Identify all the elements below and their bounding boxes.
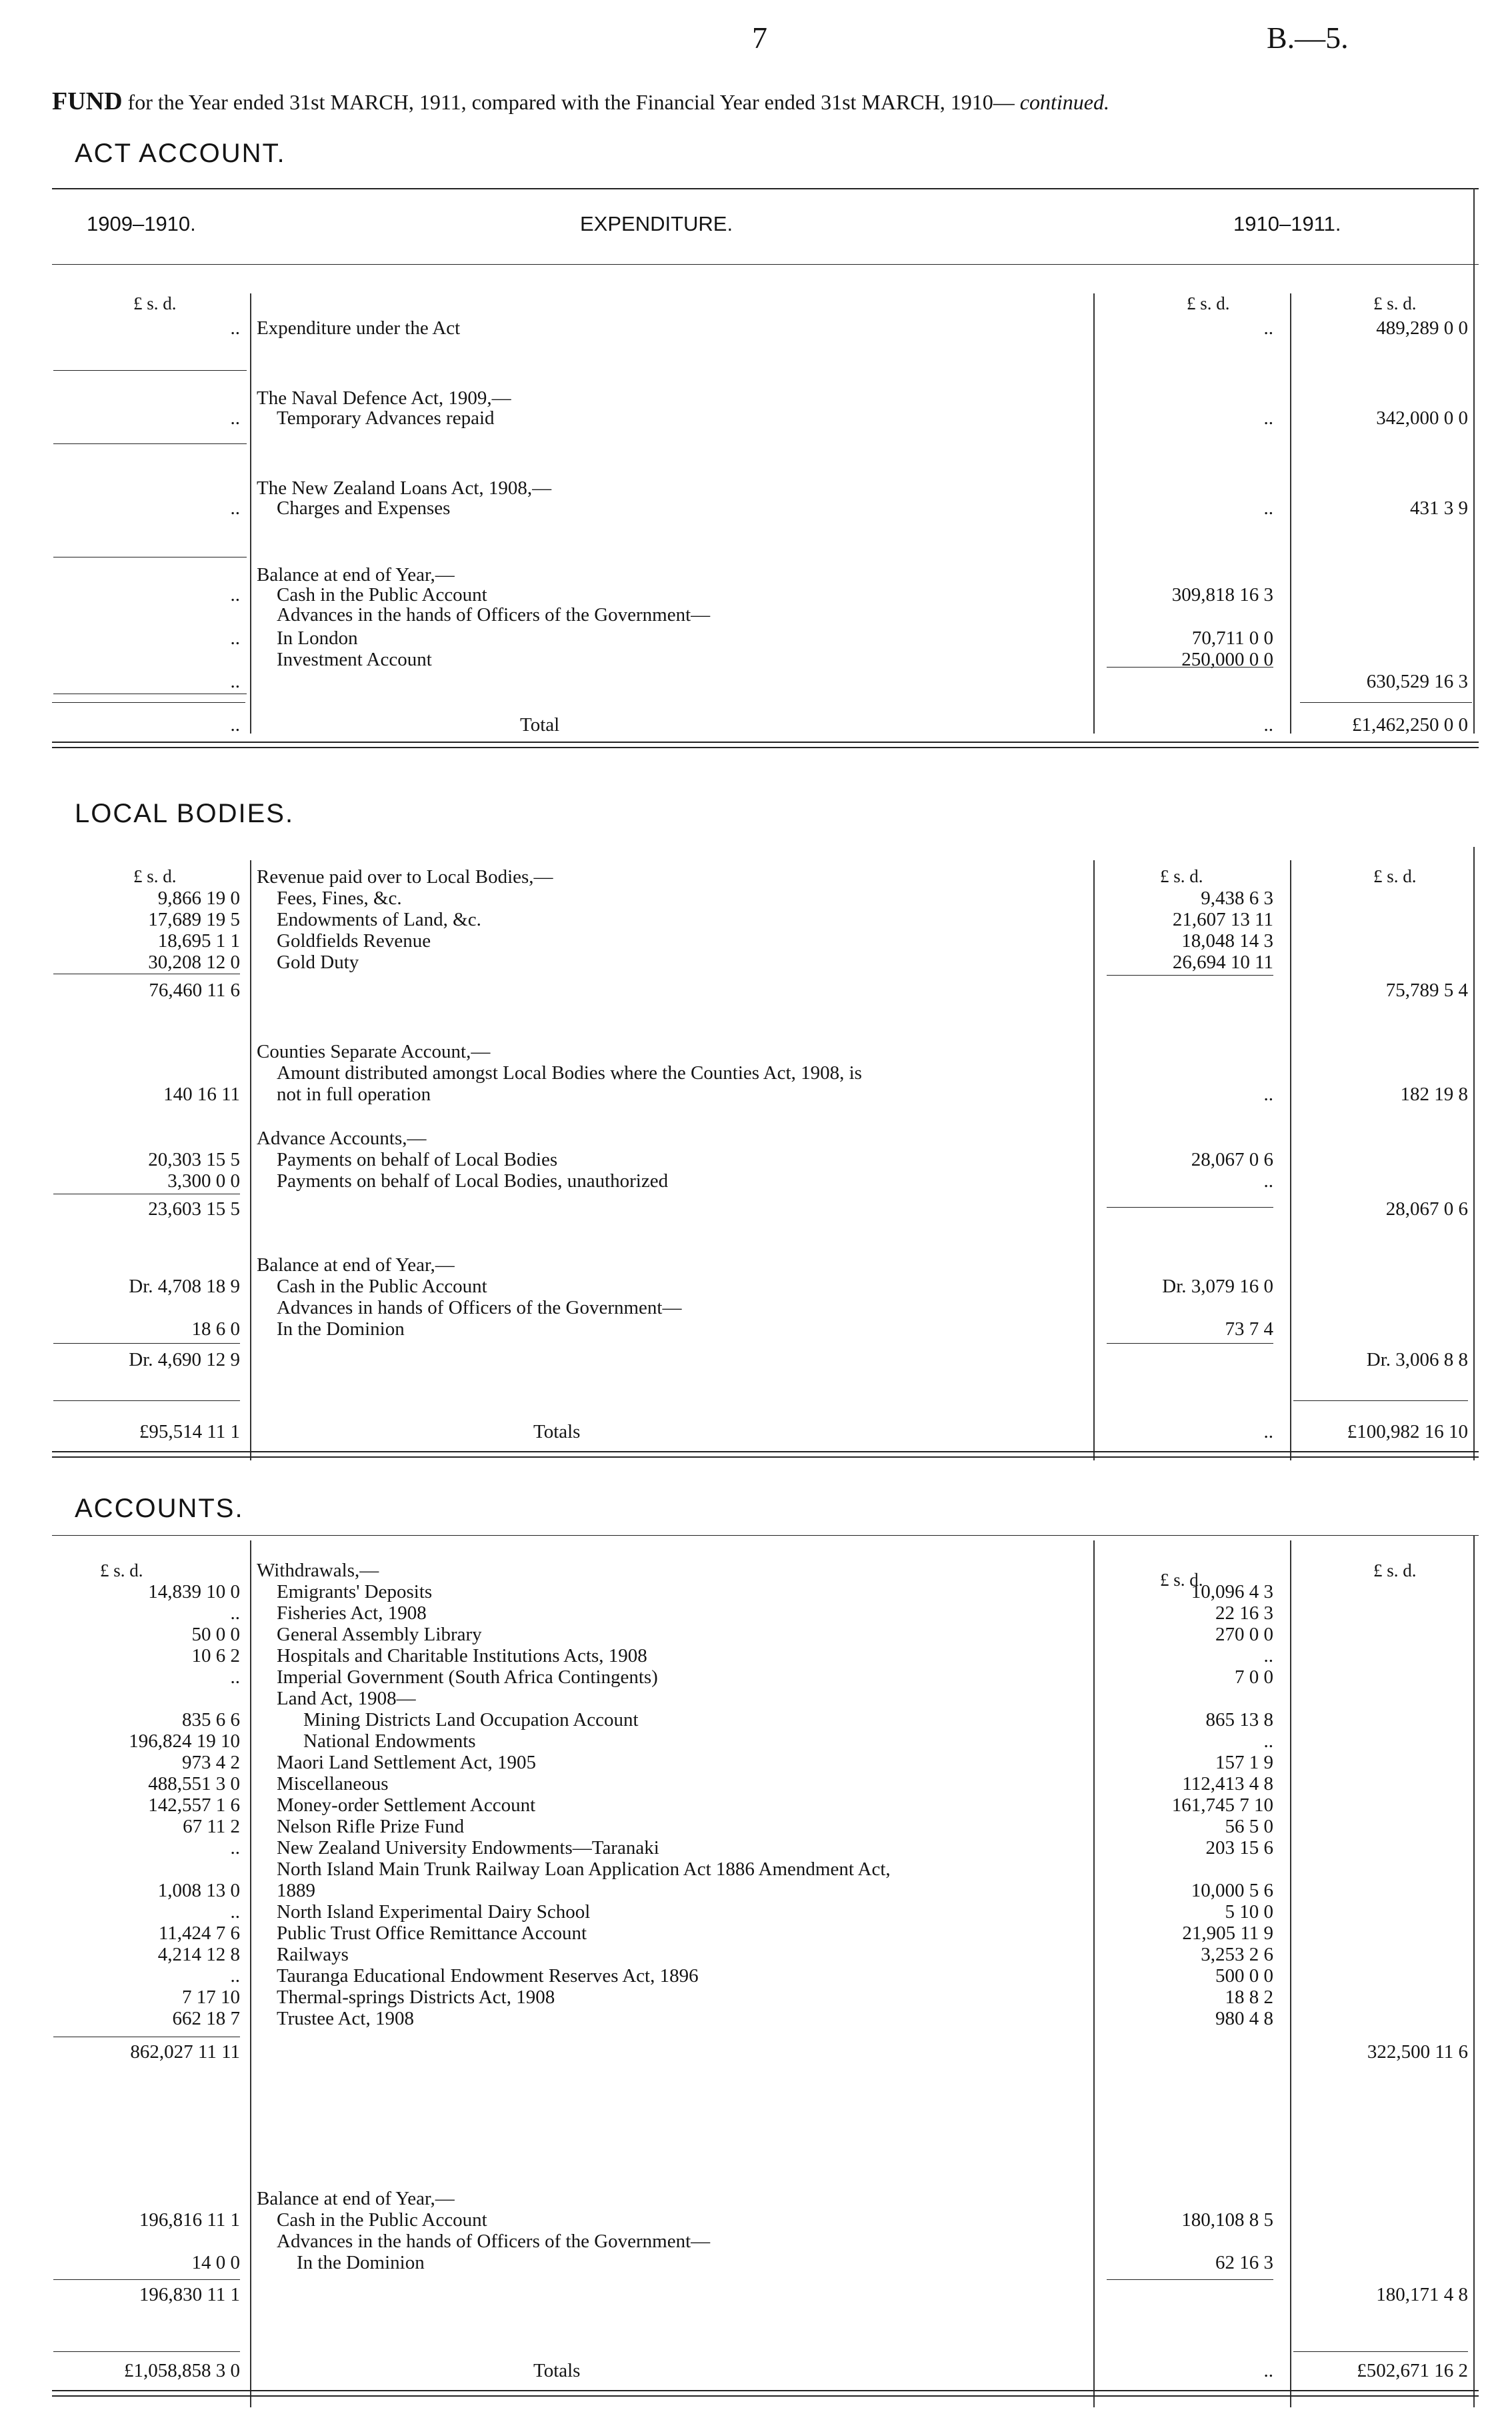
local-lsd-total: £ s. d. bbox=[1373, 866, 1417, 886]
local-row-label: Payments on behalf of Local Bodies, unauthorized bbox=[277, 1170, 669, 1192]
accounts-row-prev-amount: 142,557 1 6 bbox=[148, 1794, 240, 1816]
local-row-label: Advances in hands of Officers of the Government— bbox=[277, 1297, 682, 1318]
act-total-prev: .. bbox=[230, 714, 240, 736]
act-row-label: Balance at end of Year,— bbox=[257, 564, 455, 585]
local-row-sub-amount: 73 7 4 bbox=[1225, 1318, 1273, 1340]
local-row-total-amount: 28,067 0 6 bbox=[1385, 1198, 1468, 1220]
act-total-sub: .. bbox=[1263, 714, 1273, 736]
act-row-label: Charges and Expenses bbox=[277, 497, 451, 519]
page-number: 7 bbox=[752, 21, 767, 55]
accounts-row-prev-amount: 835 6 6 bbox=[182, 1709, 240, 1730]
local-row-label: Endowments of Land, &c. bbox=[277, 909, 481, 930]
accounts-row-prev-amount: 14 0 0 bbox=[191, 2252, 240, 2273]
accounts-row-sub-amount: 62 16 3 bbox=[1215, 2252, 1273, 2273]
act-account-heading: ACT ACCOUNT. bbox=[75, 139, 286, 168]
accounts-row-sub-amount: 980 4 8 bbox=[1215, 2008, 1273, 2029]
accounts-row-prev-amount: 67 11 2 bbox=[183, 1816, 240, 1837]
accounts-heading: ACCOUNTS. bbox=[75, 1494, 244, 1523]
accounts-row-prev-amount: 196,816 11 1 bbox=[139, 2209, 240, 2231]
accounts-row-prev-amount: 973 4 2 bbox=[182, 1752, 240, 1773]
local-row-label: Revenue paid over to Local Bodies,— bbox=[257, 866, 553, 888]
local-row-prev-amount: 17,689 19 5 bbox=[148, 909, 240, 930]
local-row-label: In the Dominion bbox=[277, 1318, 405, 1340]
page-reference: B.—5. bbox=[1267, 21, 1349, 55]
accounts-row-prev-amount: 662 18 7 bbox=[172, 2008, 240, 2029]
accounts-row-sub-amount: 500 0 0 bbox=[1215, 1965, 1273, 1987]
local-row-sub-amount: .. bbox=[1263, 1084, 1273, 1105]
rule-line bbox=[53, 443, 247, 444]
local-row-label: Counties Separate Account,— bbox=[257, 1041, 491, 1062]
local-row-total-amount: 75,789 5 4 bbox=[1385, 980, 1468, 1001]
accounts-row-label: Mining Districts Land Occupation Account bbox=[303, 1709, 639, 1730]
local-row-label: Gold Duty bbox=[277, 952, 359, 973]
local-row-sub-amount: .. bbox=[1263, 1170, 1273, 1192]
accounts-row-prev-amount: 4,214 12 8 bbox=[157, 1944, 240, 1965]
local-row-prev-amount: 18,695 1 1 bbox=[157, 930, 240, 952]
act-row-sub-amount: 70,711 0 0 bbox=[1191, 628, 1273, 649]
rule-line bbox=[53, 2351, 240, 2352]
accounts-row-prev-amount: .. bbox=[230, 1837, 240, 1859]
accounts-row-sub-amount: .. bbox=[1263, 1645, 1273, 1666]
local-row-prev-amount: 140 16 11 bbox=[163, 1084, 240, 1105]
act-row-sub-amount: .. bbox=[1263, 407, 1273, 429]
rule-line bbox=[53, 1400, 240, 1401]
local-row-sub-amount: 28,067 0 6 bbox=[1191, 1149, 1273, 1170]
act-row-sub-amount: 309,818 16 3 bbox=[1171, 584, 1273, 605]
local-row-sub-amount: 26,694 10 11 bbox=[1172, 952, 1273, 973]
accounts-row-label: Balance at end of Year,— bbox=[257, 2188, 455, 2209]
accounts-row-prev-amount: 196,824 19 10 bbox=[129, 1730, 240, 1752]
accounts-row-label: Maori Land Settlement Act, 1905 bbox=[277, 1752, 537, 1773]
accounts-lsd-prev: £ s. d. bbox=[100, 1560, 143, 1580]
local-row-label: Fees, Fines, &c. bbox=[277, 888, 402, 909]
act-row-label: The New Zealand Loans Act, 1908,— bbox=[257, 477, 552, 499]
accounts-row-label: Trustee Act, 1908 bbox=[277, 2008, 414, 2029]
accounts-row-prev-amount: 10 6 2 bbox=[191, 1645, 240, 1666]
act-row-total-amount: 630,529 16 3 bbox=[1366, 671, 1468, 692]
local-total-sub: .. bbox=[1263, 1421, 1273, 1442]
act-row-sub-amount: .. bbox=[1263, 497, 1273, 519]
accounts-row-label: North Island Experimental Dairy School bbox=[277, 1901, 591, 1923]
local-bodies-heading: LOCAL BODIES. bbox=[75, 799, 295, 828]
local-total-label: Totals bbox=[533, 1421, 581, 1442]
accounts-row-sub-amount: 18 8 2 bbox=[1225, 1987, 1273, 2008]
accounts-row-sub-amount: 5 10 0 bbox=[1225, 1901, 1273, 1923]
local-row-prev-amount: 20,303 15 5 bbox=[148, 1149, 240, 1170]
local-row-prev-amount: 76,460 11 6 bbox=[149, 980, 240, 1001]
act-row-prev-amount: .. bbox=[230, 407, 240, 429]
accounts-row-label: Cash in the Public Account bbox=[277, 2209, 487, 2231]
local-row-prev-amount: Dr. 4,708 18 9 bbox=[129, 1276, 240, 1297]
rule-line bbox=[53, 1343, 240, 1344]
rule-line bbox=[1107, 1343, 1273, 1344]
act-row-total-amount: 431 3 9 bbox=[1410, 497, 1468, 519]
accounts-total-label: Totals bbox=[533, 2360, 581, 2381]
local-lsd-prev: £ s. d. bbox=[133, 866, 177, 886]
local-row-label: Amount distributed amongst Local Bodies where the Counties Act, 1908, is bbox=[277, 1062, 862, 1084]
accounts-row-sub-amount: 7 0 0 bbox=[1235, 1666, 1273, 1688]
accounts-row-sub-amount: 270 0 0 bbox=[1215, 1624, 1273, 1645]
act-row-label: Temporary Advances repaid bbox=[277, 407, 495, 429]
accounts-row-label: Imperial Government (South Africa Contingents) bbox=[277, 1666, 658, 1688]
accounts-row-sub-amount: 161,745 7 10 bbox=[1171, 1794, 1273, 1816]
lsd-header-total: £ s. d. bbox=[1373, 293, 1417, 313]
local-row-label: Cash in the Public Account bbox=[277, 1276, 487, 1297]
local-row-prev-amount: 23,603 15 5 bbox=[148, 1198, 240, 1220]
act-row-prev-amount: .. bbox=[230, 584, 240, 605]
local-row-prev-amount: Dr. 4,690 12 9 bbox=[129, 1349, 240, 1370]
title-fund: FUND bbox=[52, 87, 123, 115]
act-row-prev-amount: .. bbox=[230, 317, 240, 339]
accounts-row-prev-amount: .. bbox=[230, 1965, 240, 1987]
accounts-row-label: Emigrants' Deposits bbox=[277, 1581, 433, 1602]
accounts-row-sub-amount: 203 15 6 bbox=[1205, 1837, 1273, 1859]
accounts-row-prev-amount: 14,839 10 0 bbox=[148, 1581, 240, 1602]
accounts-row-sub-amount: .. bbox=[1263, 1730, 1273, 1752]
accounts-row-label: New Zealand University Endowments—Taranaki bbox=[277, 1837, 659, 1859]
act-row-prev-amount: .. bbox=[230, 628, 240, 649]
accounts-row-label: Miscellaneous bbox=[277, 1773, 389, 1794]
accounts-row-prev-amount: .. bbox=[230, 1602, 240, 1624]
act-row-sub-amount: .. bbox=[1263, 317, 1273, 339]
local-row-total-amount: Dr. 3,006 8 8 bbox=[1366, 1349, 1468, 1370]
accounts-row-sub-amount: 112,413 4 8 bbox=[1182, 1773, 1273, 1794]
act-row-prev-amount: .. bbox=[230, 497, 240, 519]
rule-line bbox=[1107, 1207, 1273, 1208]
act-row-label: Expenditure under the Act bbox=[257, 317, 461, 339]
page-title bbox=[52, 87, 1109, 116]
act-row-prev-amount: .. bbox=[230, 671, 240, 692]
accounts-row-sub-amount: 21,905 11 9 bbox=[1182, 1923, 1273, 1944]
accounts-row-label: Hospitals and Charitable Institutions Acts, 1908 bbox=[277, 1645, 647, 1666]
accounts-row-label: Land Act, 1908— bbox=[277, 1688, 416, 1709]
accounts-row-label: North Island Main Trunk Railway Loan Application Act 1886 Amendment Act, bbox=[277, 1859, 891, 1880]
accounts-total-value: £502,671 16 2 bbox=[1357, 2360, 1468, 2381]
accounts-row-sub-amount: 157 1 9 bbox=[1215, 1752, 1273, 1773]
accounts-row-sub-amount: 22 16 3 bbox=[1215, 1602, 1273, 1624]
act-total-value: £1,462,250 0 0 bbox=[1352, 714, 1468, 736]
accounts-row-total-amount: 322,500 11 6 bbox=[1367, 2041, 1468, 2063]
col-header-expenditure: EXPENDITURE. bbox=[580, 212, 733, 235]
accounts-row-sub-amount: 56 5 0 bbox=[1225, 1816, 1273, 1837]
local-row-total-amount: 182 19 8 bbox=[1400, 1084, 1468, 1105]
title-continued: continued. bbox=[1019, 90, 1109, 114]
local-row-prev-amount: 18 6 0 bbox=[191, 1318, 240, 1340]
local-row-sub-amount: Dr. 3,079 16 0 bbox=[1162, 1276, 1273, 1297]
accounts-row-label: Thermal-springs Districts Act, 1908 bbox=[277, 1987, 555, 2008]
col-header-1910-1911: 1910–1911. bbox=[1233, 212, 1341, 235]
accounts-row-label: Advances in the hands of Officers of the Government— bbox=[277, 2231, 711, 2252]
act-row-label: Cash in the Public Account bbox=[277, 584, 487, 605]
accounts-row-label: Tauranga Educational Endowment Reserves Act, 1896 bbox=[277, 1965, 699, 1987]
accounts-row-sub-amount: 180,108 8 5 bbox=[1181, 2209, 1273, 2231]
rule-line bbox=[53, 2279, 240, 2280]
accounts-row-prev-amount: .. bbox=[230, 1666, 240, 1688]
col-header-1909-1910: 1909–1910. bbox=[87, 212, 196, 235]
local-total-value: £100,982 16 10 bbox=[1347, 1421, 1468, 1442]
accounts-row-prev-amount: 1,008 13 0 bbox=[157, 1880, 240, 1901]
local-row-prev-amount: 9,866 19 0 bbox=[157, 888, 240, 909]
rule-line bbox=[1107, 2279, 1273, 2280]
local-row-label: Goldfields Revenue bbox=[277, 930, 431, 952]
accounts-row-sub-amount: 3,253 2 6 bbox=[1201, 1944, 1273, 1965]
local-row-label: Balance at end of Year,— bbox=[257, 1254, 455, 1276]
accounts-row-total-amount: 180,171 4 8 bbox=[1376, 2284, 1468, 2305]
accounts-row-prev-amount: 488,551 3 0 bbox=[148, 1773, 240, 1794]
local-row-sub-amount: 21,607 13 11 bbox=[1172, 909, 1273, 930]
accounts-total-prev: £1,058,858 3 0 bbox=[124, 2360, 240, 2381]
accounts-row-label: Railways bbox=[277, 1944, 349, 1965]
accounts-row-label: National Endowments bbox=[303, 1730, 476, 1752]
rule-line bbox=[1293, 1400, 1468, 1401]
act-row-total-amount: 489,289 0 0 bbox=[1376, 317, 1468, 339]
accounts-lsd-total: £ s. d. bbox=[1373, 1560, 1417, 1580]
local-row-label: not in full operation bbox=[277, 1084, 431, 1105]
local-total-prev: £95,514 11 1 bbox=[139, 1421, 240, 1442]
rule-line bbox=[1107, 667, 1273, 668]
lsd-header-sub: £ s. d. bbox=[1187, 293, 1230, 313]
local-row-label: Advance Accounts,— bbox=[257, 1128, 427, 1149]
accounts-row-prev-amount: 862,027 11 11 bbox=[130, 2041, 240, 2063]
accounts-row-label: 1889 bbox=[277, 1880, 315, 1901]
accounts-total-sub: .. bbox=[1263, 2360, 1273, 2381]
lsd-header-prev: £ s. d. bbox=[133, 293, 177, 313]
rule-line bbox=[1107, 975, 1273, 976]
act-row-label: The Naval Defence Act, 1909,— bbox=[257, 387, 511, 409]
local-row-sub-amount: 9,438 6 3 bbox=[1201, 888, 1273, 909]
local-lsd-sub: £ s. d. bbox=[1160, 866, 1203, 886]
accounts-row-prev-amount: .. bbox=[230, 1901, 240, 1923]
act-row-label: Advances in the hands of Officers of the Government— bbox=[277, 604, 711, 626]
accounts-row-label: Money-order Settlement Account bbox=[277, 1794, 536, 1816]
local-row-label: Payments on behalf of Local Bodies bbox=[277, 1149, 558, 1170]
accounts-row-prev-amount: 7 17 10 bbox=[182, 1987, 240, 2008]
accounts-row-prev-amount: 50 0 0 bbox=[191, 1624, 240, 1645]
act-row-label: In London bbox=[277, 628, 358, 649]
title-text: for the Year ended 31st MARCH, 1911, compared with the Financial Year ended 31st MARCH, 1910— bbox=[127, 90, 1015, 114]
accounts-row-prev-amount: 11,424 7 6 bbox=[158, 1923, 240, 1944]
accounts-lsd-sub: £ s. d. bbox=[1160, 1570, 1203, 1590]
local-row-prev-amount: 30,208 12 0 bbox=[148, 952, 240, 973]
accounts-row-label: General Assembly Library bbox=[277, 1624, 482, 1645]
act-row-sub-amount: 250,000 0 0 bbox=[1181, 649, 1273, 670]
act-row-total-amount: 342,000 0 0 bbox=[1376, 407, 1468, 429]
rule-line bbox=[1293, 2351, 1468, 2352]
act-row-label: Investment Account bbox=[277, 649, 432, 670]
accounts-row-label: In the Dominion bbox=[297, 2252, 425, 2273]
accounts-row-sub-amount: 10,096 4 3 bbox=[1191, 1581, 1273, 1602]
local-row-sub-amount: 18,048 14 3 bbox=[1181, 930, 1273, 952]
accounts-row-sub-amount: 865 13 8 bbox=[1205, 1709, 1273, 1730]
accounts-row-prev-amount: 196,830 11 1 bbox=[139, 2284, 240, 2305]
accounts-row-label: Fisheries Act, 1908 bbox=[277, 1602, 427, 1624]
rule-line bbox=[53, 370, 247, 371]
local-row-prev-amount: 3,300 0 0 bbox=[167, 1170, 240, 1192]
accounts-row-sub-amount: 10,000 5 6 bbox=[1191, 1880, 1273, 1901]
accounts-row-label: Withdrawals,— bbox=[257, 1560, 379, 1581]
accounts-row-label: Public Trust Office Remittance Account bbox=[277, 1923, 587, 1944]
accounts-row-label: Nelson Rifle Prize Fund bbox=[277, 1816, 465, 1837]
act-total-label: Total bbox=[520, 714, 560, 736]
